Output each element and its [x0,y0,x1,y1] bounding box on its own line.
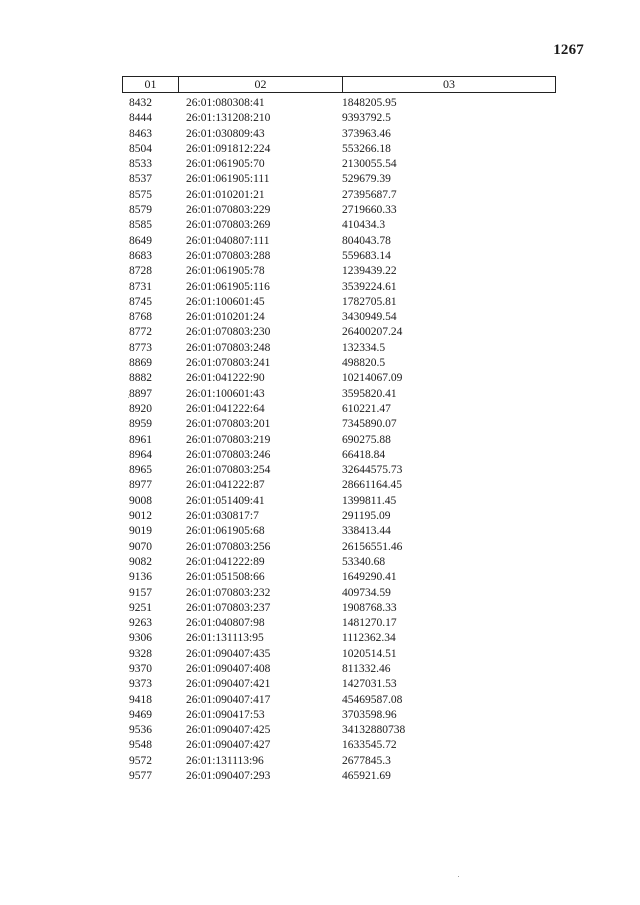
cadastral-number-cell: 26:01:090407:427 [186,739,271,752]
cadastral-number-cell: 26:01:091812:224 [186,142,271,155]
value-cell: 498820.5 [342,357,386,370]
row-id-cell: 8772 [129,326,152,339]
table-row [122,677,556,692]
table-row [122,647,556,662]
row-id-cell: 8882 [129,372,152,385]
row-id-cell: 8745 [129,295,152,308]
table-row [122,234,556,249]
row-id-cell: 8773 [129,341,152,354]
row-id-cell: 8575 [129,188,152,201]
table-row [122,631,556,646]
value-cell: 132334.5 [342,341,386,354]
row-id-cell: 8533 [129,158,152,171]
table-row [122,371,556,386]
cadastral-number-cell: 26:01:010201:21 [186,188,265,201]
table-row [122,616,556,631]
cadastral-number-cell: 26:01:090407:408 [186,662,271,675]
row-id-cell: 9373 [129,678,152,691]
value-cell: 410434.3 [342,219,386,232]
table-row [122,738,556,753]
cadastral-number-cell: 26:01:070803:269 [186,219,271,232]
row-id-cell: 9536 [129,724,152,737]
cadastral-number-cell: 26:01:070803:241 [186,357,271,370]
cadastral-number-cell: 26:01:041222:64 [186,402,265,415]
value-cell: 529679.39 [342,173,391,186]
table-row [122,142,556,157]
cadastral-number-cell: 26:01:090417:53 [186,708,265,721]
data-table [122,76,556,784]
row-id-cell: 9082 [129,555,152,568]
table-row [122,540,556,555]
cadastral-number-cell: 26:01:061905:111 [186,173,270,186]
value-cell: 1481270.17 [342,617,397,630]
table-row [122,96,556,111]
cadastral-number-cell: 26:01:051508:66 [186,571,265,584]
table-row [122,249,556,264]
cadastral-number-cell: 26:01:040807:98 [186,617,265,630]
table-row [122,754,556,769]
cadastral-number-cell: 26:01:090407:421 [186,678,271,691]
row-id-cell: 8977 [129,479,152,492]
cadastral-number-cell: 26:01:131113:96 [186,754,264,767]
value-cell: 34132880738 [342,724,406,737]
cadastral-number-cell: 26:01:090407:417 [186,693,271,706]
row-id-cell: 8649 [129,234,152,247]
row-id-cell: 8920 [129,402,152,415]
table-body [122,96,556,784]
row-id-cell: 8463 [129,127,152,140]
table-row [122,387,556,402]
value-cell: 10214067.09 [342,372,403,385]
table-row [122,570,556,585]
cadastral-number-cell: 26:01:030809:43 [186,127,265,140]
row-id-cell: 9548 [129,739,152,752]
table-row [122,509,556,524]
row-id-cell: 8964 [129,448,152,461]
table-row [122,524,556,539]
row-id-cell: 8965 [129,464,152,477]
table-row [122,494,556,509]
value-cell: 1649290.41 [342,571,397,584]
header-col-03: 03 [443,77,455,91]
cadastral-number-cell: 26:01:070803:229 [186,204,271,217]
value-cell: 291195.09 [342,510,391,523]
value-cell: 373963.46 [342,127,391,140]
table-row [122,127,556,142]
cadastral-number-cell: 26:01:070803:219 [186,433,271,446]
cadastral-number-cell: 26:01:061905:78 [186,265,265,278]
row-id-cell: 9306 [129,632,152,645]
cadastral-number-cell: 26:01:070803:248 [186,341,271,354]
value-cell: 1112362.34 [342,632,396,645]
row-id-cell: 9070 [129,540,152,553]
table-row [122,555,556,570]
cadastral-number-cell: 26:01:051409:41 [186,494,265,507]
table-row [122,188,556,203]
value-cell: 804043.78 [342,234,391,247]
value-cell: 1782705.81 [342,295,397,308]
header-col-01: 01 [123,77,179,92]
value-cell: 1239439.22 [342,265,397,278]
scan-speck [458,876,459,877]
cadastral-number-cell: 26:01:070803:254 [186,464,271,477]
row-id-cell: 9019 [129,525,152,538]
cadastral-number-cell: 26:01:070803:256 [186,540,271,553]
value-cell: 3595820.41 [342,387,397,400]
cadastral-number-cell: 26:01:041222:87 [186,479,265,492]
table-row [122,280,556,295]
row-id-cell: 9012 [129,510,152,523]
row-id-cell: 9469 [129,708,152,721]
value-cell: 465921.69 [342,770,391,783]
value-cell: 7345890.07 [342,418,397,431]
table-row [122,325,556,340]
cadastral-number-cell: 26:01:080308:41 [186,97,265,109]
cadastral-number-cell: 26:01:070803:237 [186,601,271,614]
table-row [122,157,556,172]
table-row [122,172,556,187]
table-row [122,417,556,432]
cadastral-number-cell: 26:01:131208:210 [186,112,271,125]
value-cell: 1020514.51 [342,647,397,660]
row-id-cell: 8728 [129,265,152,278]
row-id-cell: 8579 [129,204,152,217]
row-id-cell: 8683 [129,249,152,262]
value-cell: 27395687.7 [342,188,397,201]
row-id-cell: 9008 [129,494,152,507]
table-row [122,310,556,325]
value-cell: 1908768.33 [342,601,397,614]
row-id-cell: 8869 [129,357,152,370]
table-row [122,218,556,233]
cadastral-number-cell: 26:01:070803:246 [186,448,271,461]
value-cell: 32644575.73 [342,464,403,477]
value-cell: 3539224.61 [342,280,397,293]
cadastral-number-cell: 26:01:070803:288 [186,249,271,262]
header-col-02: 02 [179,77,343,92]
cadastral-number-cell: 26:01:070803:230 [186,326,271,339]
value-cell: 53340.68 [342,555,386,568]
value-cell: 2719660.33 [342,204,397,217]
cadastral-number-cell: 26:01:061905:68 [186,525,265,538]
value-cell: 2677845.3 [342,754,391,767]
value-cell: 338413.44 [342,525,391,538]
table-row [122,586,556,601]
table-header [122,76,556,93]
row-id-cell: 9251 [129,601,152,614]
row-id-cell: 8731 [129,280,152,293]
value-cell: 66418.84 [342,448,386,461]
cadastral-number-cell: 26:01:030817:7 [186,510,259,523]
cadastral-number-cell: 26:01:090407:293 [186,770,271,783]
value-cell: 45469587.08 [342,693,403,706]
table-row [122,203,556,218]
table-row [122,478,556,493]
row-id-cell: 8768 [129,311,152,324]
cadastral-number-cell: 26:01:100601:43 [186,387,265,400]
row-id-cell: 8432 [129,97,152,109]
row-id-cell: 9263 [129,617,152,630]
cadastral-number-cell: 26:01:061905:116 [186,280,270,293]
value-cell: 1633545.72 [342,739,397,752]
cadastral-number-cell: 26:01:041222:90 [186,372,265,385]
table-row [122,662,556,677]
row-id-cell: 8961 [129,433,152,446]
value-cell: 610221.47 [342,402,391,415]
table-row [122,723,556,738]
row-id-cell: 9328 [129,647,152,660]
row-id-cell: 8537 [129,173,152,186]
row-id-cell: 8585 [129,219,152,232]
row-id-cell: 9157 [129,586,152,599]
cadastral-number-cell: 26:01:070803:201 [186,418,271,431]
row-id-cell: 9572 [129,754,152,767]
cadastral-number-cell: 26:01:041222:89 [186,555,265,568]
cadastral-number-cell: 26:01:040807:111 [186,234,270,247]
value-cell: 2130055.54 [342,158,397,171]
table-row [122,463,556,478]
cadastral-number-cell: 26:01:090407:435 [186,647,271,660]
value-cell: 9393792.5 [342,112,391,125]
value-cell: 690275.88 [342,433,391,446]
cadastral-number-cell: 26:01:090407:425 [186,724,271,737]
value-cell: 1399811.45 [342,494,397,507]
value-cell: 3703598.96 [342,708,397,721]
scan-speck [128,397,129,398]
value-cell: 811332.46 [342,662,391,675]
table-row [122,402,556,417]
table-row [122,693,556,708]
row-id-cell: 8897 [129,387,152,400]
cadastral-number-cell: 26:01:010201:24 [186,311,265,324]
table-row [122,356,556,371]
cadastral-number-cell: 26:01:061905:70 [186,158,265,171]
value-cell: 28661164.45 [342,479,402,492]
table-row [122,601,556,616]
table-row [122,448,556,463]
cadastral-number-cell: 26:01:131113:95 [186,632,264,645]
value-cell: 3430949.54 [342,311,397,324]
value-cell: 26156551.46 [342,540,403,553]
cadastral-number-cell: 26:01:070803:232 [186,586,271,599]
table-row [122,708,556,723]
table-row [122,341,556,356]
table-row [122,769,556,784]
cadastral-number-cell: 26:01:100601:45 [186,295,265,308]
table-row [122,433,556,448]
value-cell: 409734.59 [342,586,391,599]
row-id-cell: 8444 [129,112,152,125]
table-row [122,111,556,126]
value-cell: 26400207.24 [342,326,403,339]
row-id-cell: 8959 [129,418,152,431]
row-id-cell: 9418 [129,693,152,706]
table-row [122,264,556,279]
row-id-cell: 9370 [129,662,152,675]
table-row [122,295,556,310]
value-cell: 559683.14 [342,249,391,262]
row-id-cell: 9577 [129,770,152,783]
value-cell: 553266.18 [342,142,391,155]
value-cell: 1427031.53 [342,678,397,691]
value-cell: 1848205.95 [342,97,397,109]
page-number: 1267 [553,42,584,58]
row-id-cell: 9136 [129,571,152,584]
row-id-cell: 8504 [129,142,152,155]
